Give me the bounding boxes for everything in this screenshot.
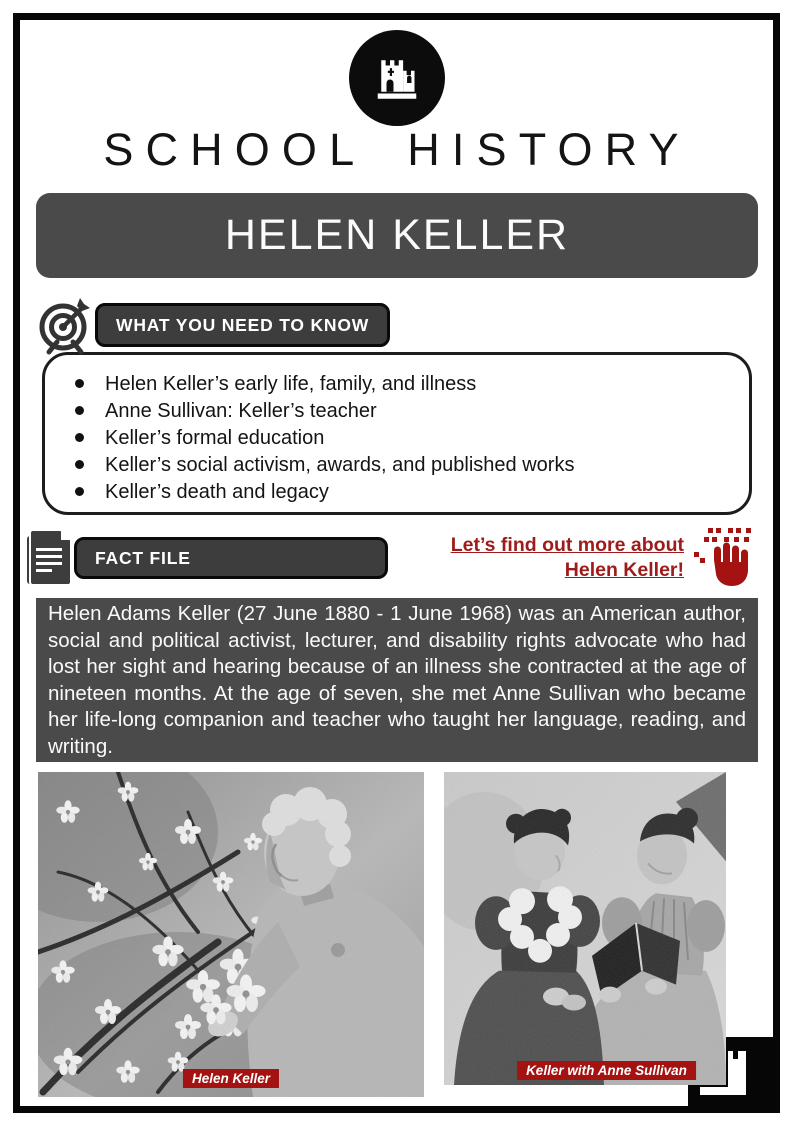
brand-title: SCHOOL HISTORY xyxy=(103,124,691,175)
list-item: Keller’s social activism, awards, and published works xyxy=(75,452,749,479)
page-title: HELEN KELLER xyxy=(36,193,758,278)
list-item: Keller’s formal education xyxy=(75,425,749,452)
section-header-fact-file xyxy=(74,537,388,579)
photo-caption: Helen Keller xyxy=(183,1069,279,1088)
photo-keller-with-anne-sullivan xyxy=(444,772,726,1085)
section-header-what-you-need-to-know xyxy=(95,303,390,347)
section-header-label: FACT FILE xyxy=(95,547,191,568)
photo-caption: Keller with Anne Sullivan xyxy=(517,1061,696,1080)
key-points-list xyxy=(75,371,749,506)
braille-hand-icon xyxy=(694,526,752,588)
section-header-label: WHAT YOU NEED TO KNOW xyxy=(116,314,370,335)
list-item: Anne Sullivan: Keller’s teacher xyxy=(75,398,749,425)
target-icon xyxy=(33,294,97,358)
key-points-box xyxy=(42,352,752,515)
bullet-icon xyxy=(75,379,84,388)
list-item: Keller’s death and legacy xyxy=(75,479,749,506)
castle-icon xyxy=(369,48,425,109)
school-history-logo xyxy=(349,30,445,126)
bullet-icon xyxy=(75,406,84,415)
bullet-icon xyxy=(75,433,84,442)
bullet-icon xyxy=(75,460,84,469)
bullet-icon xyxy=(75,487,84,496)
list-item: Helen Keller’s early life, family, and illness xyxy=(75,371,749,398)
fact-file-paragraph: Helen Adams Keller (27 June 1880 - 1 June 1968) was an American author, social and political activist, lecturer, and disability rights advocate who had lost her sight and hearing because of an illness she contracted at the age of nineteen months. At the age of seven, she met Anne Sullivan who became her life-long companion and teacher who taught her language, reading, and writing. xyxy=(36,598,758,762)
find-out-more-link[interactable]: Let’s find out more about Helen Keller! xyxy=(450,534,684,581)
document-icon xyxy=(23,528,75,588)
photo-helen-keller xyxy=(38,772,424,1097)
